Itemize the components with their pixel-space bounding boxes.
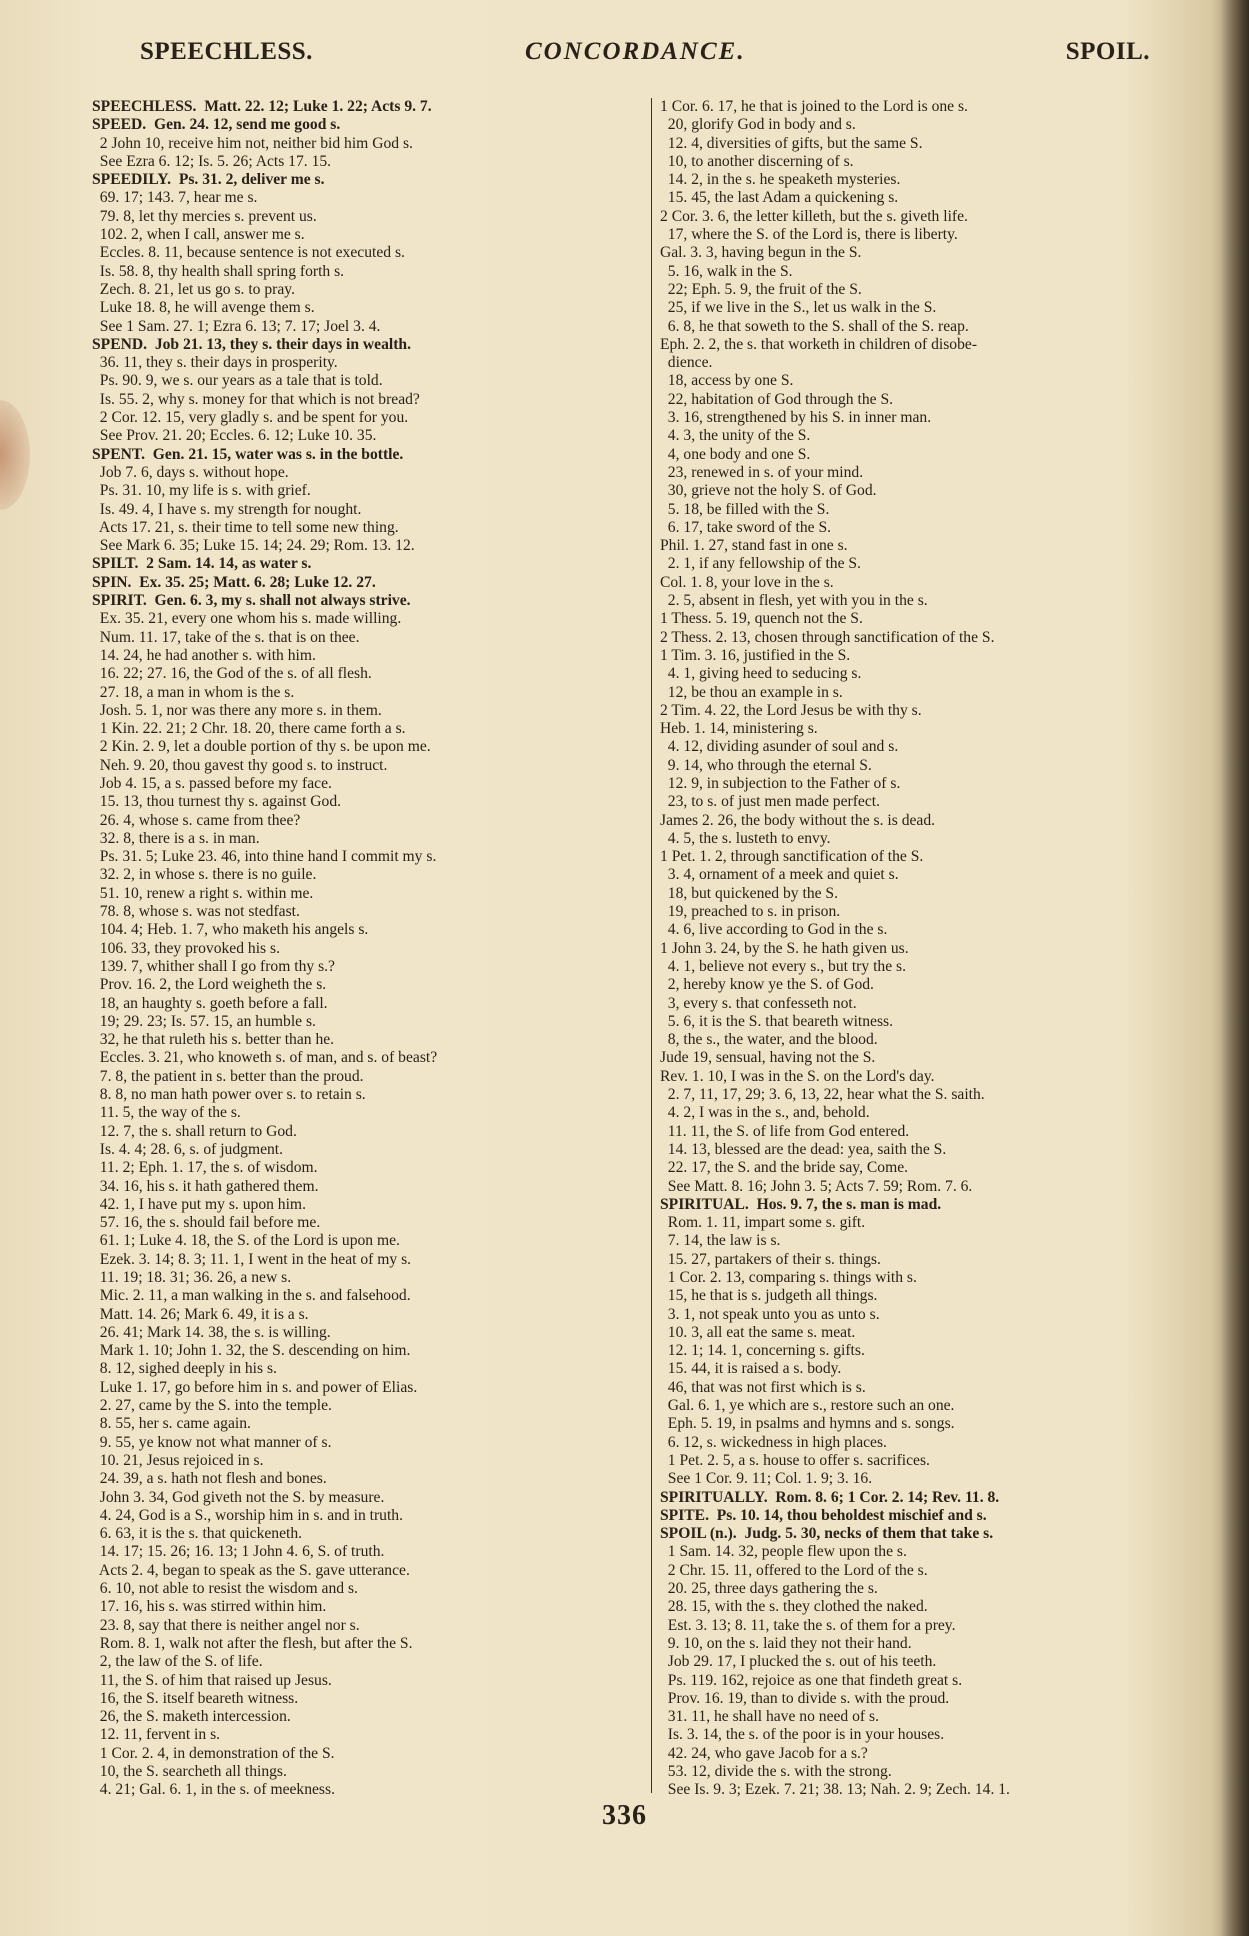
concordance-line: 42. 24, who gave Jacob for a s.? — [660, 1744, 868, 1762]
concordance-line: 4. 2, I was in the s., and, behold. — [660, 1104, 870, 1122]
concordance-line: 22; Eph. 5. 9, the fruit of the S. — [660, 280, 862, 298]
concordance-line: 2 Kin. 2. 9, let a double portion of thy s. be upon me. — [92, 738, 431, 756]
concordance-line: Eph. 5. 19, in psalms and hymns and s. songs. — [660, 1415, 955, 1433]
concordance-line: 6. 17, take sword of the S. — [660, 518, 832, 536]
concordance-line: See Is. 9. 3; Ezek. 7. 21; 38. 13; Nah. 2. 9; Zech. 14. 1. — [660, 1781, 1010, 1799]
concordance-line: 6. 10, not able to resist the wisdom and s. — [92, 1580, 358, 1598]
concordance-line: 14. 2, in the s. he speaketh mysteries. — [660, 171, 901, 189]
concordance-line: 23. 8, say that there is neither angel nor s. — [92, 1616, 360, 1634]
concordance-line: 6. 63, it is the s. that quickeneth. — [92, 1525, 303, 1543]
left-column — [92, 98, 652, 1800]
concordance-line: 106. 33, they provoked his s. — [92, 939, 280, 957]
concordance-line: 7. 14, the law is s. — [660, 1232, 781, 1250]
concordance-line: 32. 8, there is a s. in man. — [92, 829, 260, 847]
concordance-line: 4, one body and one S. — [660, 445, 811, 463]
concordance-line: 1 Cor. 2. 4, in demonstration of the S. — [92, 1744, 335, 1762]
concordance-line: Mic. 2. 11, a man walking in the s. and falsehood. — [92, 1287, 411, 1305]
concordance-line: 22, habitation of God through the S. — [660, 390, 894, 408]
concordance-line: 31. 11, he shall have no need of s. — [660, 1708, 879, 1726]
concordance-line: 11. 19; 18. 31; 36. 26, a new s. — [92, 1269, 292, 1286]
concordance-line: 8. 55, her s. came again. — [92, 1415, 251, 1433]
concordance-line: 1 Pet. 1. 2, through sanctification of the S. — [660, 848, 924, 866]
concordance-line: Eph. 2. 2, the s. that worketh in children of disobe- — [660, 335, 978, 353]
concordance-line: SPIRITUAL. Hos. 9. 7, the s. man is mad. — [660, 1195, 942, 1213]
concordance-line: 11. 11, the S. of life from God entered. — [660, 1122, 910, 1140]
concordance-line: 104. 4; Heb. 1. 7, who maketh his angels s. — [92, 921, 369, 939]
header-title: CONCORDANCE. — [525, 38, 746, 65]
concordance-line: 24. 39, a s. hath not flesh and bones. — [92, 1470, 327, 1488]
concordance-line: SPIRIT. Gen. 6. 3, my s. shall not always strive. — [92, 592, 411, 610]
concordance-line: Josh. 5. 1, nor was there any more s. in them. — [92, 701, 382, 719]
concordance-line: 5. 6, it is the S. that beareth witness. — [660, 1012, 894, 1030]
concordance-line: 2, the law of the S. of life. — [92, 1653, 263, 1671]
concordance-line: 14. 13, blessed are the dead: yea, saith the S. — [660, 1140, 947, 1158]
concordance-line: 46, that was not first which is s. — [660, 1378, 866, 1396]
concordance-line: 12. 4, diversities of gifts, but the same S. — [660, 134, 923, 152]
concordance-line: Is. 4. 4; 28. 6, s. of judgment. — [92, 1140, 284, 1158]
concordance-line: dience. — [660, 354, 713, 372]
concordance-line: 1 Kin. 22. 21; 2 Chr. 18. 20, there came forth a s. — [92, 720, 406, 738]
concordance-line: Job 4. 15, a s. passed before my face. — [92, 774, 332, 792]
concordance-line: SPIN. Ex. 35. 25; Matt. 6. 28; Luke 12. 27. — [92, 573, 376, 591]
concordance-line: 1 Pet. 2. 5, a s. house to offer s. sacrifices. — [660, 1451, 930, 1469]
concordance-line: 1 Thess. 5. 19, quench not the S. — [660, 610, 863, 628]
concordance-line: 4. 6, live according to God in the s. — [660, 921, 888, 939]
concordance-line: Rev. 1. 10, I was in the S. on the Lord's day. — [660, 1067, 935, 1085]
concordance-line: 139. 7, whither shall I go from thy s.? — [92, 957, 335, 975]
concordance-line: Matt. 14. 26; Mark 6. 49, it is a s. — [92, 1305, 309, 1323]
concordance-line: Ps. 31. 5; Luke 23. 46, into thine hand I commit my s. — [92, 848, 437, 866]
concordance-line: SPIRITUALLY. Rom. 8. 6; 1 Cor. 2. 14; Rev. 11. 8. — [660, 1488, 1000, 1506]
header-right-word: SPOIL. — [1065, 38, 1150, 65]
concordance-line: 7. 8, the patient in s. better than the proud. — [92, 1067, 364, 1085]
concordance-line: 27. 18, a man in whom is the s. — [92, 683, 295, 701]
concordance-line: 79. 8, let thy mercies s. prevent us. — [92, 207, 317, 225]
concordance-line: 20. 25, three days gathering the s. — [660, 1580, 878, 1598]
concordance-line: 10. 3, all eat the same s. meat. — [660, 1323, 856, 1341]
concordance-line: 3, every s. that confesseth not. — [660, 994, 857, 1012]
concordance-line: Luke 18. 8, he will avenge them s. — [92, 299, 315, 317]
concordance-line: 19, preached to s. in prison. — [660, 903, 841, 921]
concordance-line: 9. 55, ye know not what manner of s. — [92, 1433, 332, 1451]
concordance-line: 36. 11, they s. their days in prosperity. — [92, 354, 338, 372]
concordance-line: 25, if we live in the S., let us walk in the S. — [660, 299, 937, 317]
concordance-line: 1 John 3. 24, by the S. he hath given us. — [660, 939, 909, 957]
concordance-line: See Prov. 21. 20; Eccles. 6. 12; Luke 10. 35. — [92, 427, 377, 445]
concordance-line: 12. 1; 14. 1, concerning s. gifts. — [660, 1342, 865, 1360]
concordance-line: Neh. 9. 20, thou gavest thy good s. to instruct. — [92, 756, 388, 774]
concordance-line: 2. 5, absent in flesh, yet with you in the s. — [660, 592, 928, 610]
concordance-line: 26. 41; Mark 14. 38, the s. is willing. — [92, 1323, 331, 1341]
concordance-line: SPENT. Gen. 21. 15, water was s. in the bottle. — [92, 445, 404, 463]
concordance-line: Mark 1. 10; John 1. 32, the S. descending on him. — [92, 1342, 411, 1360]
concordance-line: SPILT. 2 Sam. 14. 14, as water s. — [92, 555, 312, 573]
concordance-line: 1 Cor. 2. 13, comparing s. things with s. — [660, 1269, 917, 1286]
concordance-line: 20, glorify God in body and s. — [660, 116, 856, 134]
concordance-line: 6. 12, s. wickedness in high places. — [660, 1433, 887, 1451]
page-number: 336 — [602, 1800, 647, 1831]
concordance-line: 18, access by one S. — [660, 372, 794, 390]
concordance-line: See Ezra 6. 12; Is. 5. 26; Acts 17. 15. — [92, 152, 332, 170]
concordance-line: Num. 11. 17, take of the s. that is on thee. — [92, 628, 360, 646]
concordance-line: See 1 Sam. 27. 1; Ezra 6. 13; 7. 17; Joel 3. 4. — [92, 317, 381, 335]
concordance-line: Prov. 16. 19, than to divide s. with the proud. — [660, 1689, 950, 1707]
concordance-line: Gal. 3. 3, having begun in the S. — [660, 244, 862, 262]
concordance-line: 15. 44, it is raised a s. body. — [660, 1360, 842, 1378]
concordance-line: 9. 10, on the s. laid they not their hand. — [660, 1634, 912, 1652]
concordance-line: 30, grieve not the holy S. of God. — [660, 482, 877, 500]
concordance-line: 2 Cor. 12. 15, very gladly s. and be spent for you. — [92, 409, 409, 427]
concordance-line: Col. 1. 8, your love in the s. — [660, 573, 834, 591]
concordance-line: Is. 58. 8, thy health shall spring forth s. — [92, 262, 345, 280]
concordance-line: 4. 24, God is a S., worship him in s. and in truth. — [92, 1506, 404, 1524]
concordance-line: 4. 12, dividing asunder of soul and s. — [660, 738, 899, 756]
concordance-line: SPEECHLESS. Matt. 22. 12; Luke 1. 22; Acts 9. 7. — [92, 98, 432, 115]
concordance-line: 32, he that ruleth his s. better than he. — [92, 1031, 335, 1049]
concordance-line: 10, to another discerning of s. — [660, 152, 854, 170]
concordance-line: 23, to s. of just men made perfect. — [660, 793, 880, 811]
concordance-line: 51. 10, renew a right s. within me. — [92, 884, 314, 902]
concordance-line: 102. 2, when I call, answer me s. — [92, 226, 305, 244]
concordance-line: See Mark 6. 35; Luke 15. 14; 24. 29; Rom. 13. 12. — [92, 537, 415, 555]
concordance-line: 10, the S. searcheth all things. — [92, 1763, 287, 1781]
concordance-line: Ps. 119. 162, rejoice as one that findeth great s. — [660, 1671, 963, 1689]
concordance-line: 28. 15, with the s. they clothed the naked. — [660, 1598, 928, 1616]
concordance-line: Is. 3. 14, the s. of the poor is in your houses. — [660, 1726, 945, 1744]
concordance-line: Jude 19, sensual, having not the S. — [660, 1049, 876, 1067]
concordance-line: 2, hereby know ye the S. of God. — [660, 976, 874, 994]
concordance-line: 32. 2, in whose s. there is no guile. — [92, 866, 317, 884]
concordance-line: Job 7. 6, days s. without hope. — [92, 463, 289, 481]
concordance-line: 5. 16, walk in the S. — [660, 262, 793, 280]
concordance-line: Is. 55. 2, why s. money for that which is not bread? — [92, 390, 420, 408]
concordance-line: 23, renewed in s. of your mind. — [660, 463, 864, 481]
concordance-line: 4. 1, believe not every s., but try the s. — [660, 957, 906, 975]
concordance-line: 9. 14, who through the eternal S. — [660, 756, 872, 774]
concordance-line: Ps. 90. 9, we s. our years as a tale that is told. — [92, 372, 383, 390]
concordance-line: 2 Tim. 4. 22, the Lord Jesus be with thy s. — [660, 701, 922, 719]
concordance-line: Acts 17. 21, s. their time to tell some new thing. — [92, 518, 399, 536]
concordance-line: 34. 16, his s. it hath gathered them. — [92, 1177, 319, 1195]
concordance-line: 4. 1, giving heed to seducing s. — [660, 665, 862, 683]
concordance-line: 42. 1, I have put my s. upon him. — [92, 1195, 306, 1213]
concordance-line: 12. 7, the s. shall return to God. — [92, 1122, 297, 1140]
concordance-line: SPEND. Job 21. 13, they s. their days in wealth. — [92, 335, 411, 353]
concordance-line: 5. 18, be filled with the S. — [660, 500, 830, 518]
concordance-line: 1 Sam. 14. 32, people flew upon the s. — [660, 1543, 907, 1561]
concordance-line: 57. 16, the s. should fail before me. — [92, 1214, 321, 1232]
concordance-line: Eccles. 3. 21, who knoweth s. of man, and s. of beast? — [92, 1049, 438, 1067]
concordance-line: 6. 8, he that soweth to the S. shall of the S. reap. — [660, 317, 969, 335]
concordance-line: 2. 7, 11, 17, 29; 3. 6, 13, 22, hear what the S. saith. — [660, 1086, 985, 1104]
concordance-line: See 1 Cor. 9. 11; Col. 1. 9; 3. 16. — [660, 1470, 873, 1488]
right-column — [660, 98, 1220, 1800]
concordance-line: 61. 1; Luke 4. 18, the S. of the Lord is upon me. — [92, 1232, 400, 1250]
concordance-line: John 3. 34, God giveth not the S. by measure. — [92, 1488, 385, 1506]
running-header — [140, 38, 1150, 78]
concordance-line: Phil. 1. 27, stand fast in one s. — [660, 537, 848, 555]
concordance-line: Gal. 6. 1, ye which are s., restore such an one. — [660, 1397, 955, 1415]
concordance-line: 22. 17, the S. and the bride say, Come. — [660, 1159, 909, 1177]
concordance-line: 19; 29. 23; Is. 57. 15, an humble s. — [92, 1012, 316, 1030]
concordance-line: 14. 24, he had another s. with him. — [92, 646, 316, 664]
concordance-line: 8. 12, sighed deeply in his s. — [92, 1360, 277, 1378]
concordance-line: 11. 5, the way of the s. — [92, 1104, 241, 1122]
concordance-line: 18, an haughty s. goeth before a fall. — [92, 994, 328, 1012]
concordance-line: Acts 2. 4, began to speak as the S. gave utterance. — [92, 1561, 410, 1579]
concordance-line: Luke 1. 17, go before him in s. and power of Elias. — [92, 1378, 418, 1396]
concordance-line: SPEED. Gen. 24. 12, send me good s. — [92, 116, 341, 134]
header-left-word: SPEECHLESS. — [140, 38, 313, 65]
concordance-line: 4. 3, the unity of the S. — [660, 427, 811, 445]
concordance-line: 8, the s., the water, and the blood. — [660, 1031, 878, 1049]
concordance-line: 2. 27, came by the S. into the temple. — [92, 1397, 332, 1415]
concordance-line: 3. 4, ornament of a meek and quiet s. — [660, 866, 899, 884]
concordance-line: 11. 2; Eph. 1. 17, the s. of wisdom. — [92, 1159, 318, 1177]
concordance-line: 8. 8, no man hath power over s. to retain s. — [92, 1086, 366, 1104]
concordance-line: 11, the S. of him that raised up Jesus. — [92, 1671, 332, 1689]
concordance-line: 15. 45, the last Adam a quickening s. — [660, 189, 899, 207]
concordance-line: Prov. 16. 2, the Lord weigheth the s. — [92, 976, 327, 994]
concordance-line: 3. 16, strengthened by his S. in inner man. — [660, 409, 932, 427]
concordance-line: 17, where the S. of the Lord is, there is liberty. — [660, 226, 958, 244]
page-stain — [0, 400, 30, 510]
concordance-line: 1 Tim. 3. 16, justified in the S. — [660, 646, 851, 664]
concordance-line: Heb. 1. 14, ministering s. — [660, 720, 818, 738]
concordance-line: 4. 5, the s. lusteth to envy. — [660, 829, 831, 847]
concordance-line: Eccles. 8. 11, because sentence is not executed s. — [92, 244, 405, 262]
concordance-line: SPEEDILY. Ps. 31. 2, deliver me s. — [92, 171, 325, 189]
concordance-line: 26, the S. maketh intercession. — [92, 1708, 291, 1726]
page-edge-shadow — [1221, 0, 1249, 1936]
concordance-line: 69. 17; 143. 7, hear me s. — [92, 189, 258, 207]
concordance-line: SPITE. Ps. 10. 14, thou beholdest mischief and s. — [660, 1506, 987, 1524]
concordance-line: 16. 22; 27. 16, the God of the s. of all flesh. — [92, 665, 372, 683]
concordance-line: 14. 17; 15. 26; 16. 13; 1 John 4. 6, S. of truth. — [92, 1543, 385, 1561]
concordance-line: Is. 49. 4, I have s. my strength for nought. — [92, 500, 362, 518]
concordance-line: Ezek. 3. 14; 8. 3; 11. 1, I went in the heat of my s. — [92, 1250, 412, 1268]
concordance-line: 2 Chr. 15. 11, offered to the Lord of the s. — [660, 1561, 928, 1579]
concordance-line: SPOIL (n.). Judg. 5. 30, necks of them that take s. — [660, 1525, 994, 1543]
concordance-line: 2 Cor. 3. 6, the letter killeth, but the s. giveth life. — [660, 207, 968, 225]
concordance-line: 1 Cor. 6. 17, he that is joined to the Lord is one s. — [660, 98, 968, 115]
concordance-line: 2. 1, if any fellowship of the S. — [660, 555, 861, 573]
concordance-line: 4. 21; Gal. 6. 1, in the s. of meekness. — [92, 1781, 335, 1799]
concordance-line: 3. 1, not speak unto you as unto s. — [660, 1305, 880, 1323]
concordance-line: 2 John 10, receive him not, neither bid him God s. — [92, 134, 413, 152]
concordance-line: 15. 27, partakers of their s. things. — [660, 1250, 881, 1268]
concordance-line: See Matt. 8. 16; John 3. 5; Acts 7. 59; Rom. 7. 6. — [660, 1177, 973, 1195]
concordance-line: 17. 16, his s. was stirred within him. — [92, 1598, 327, 1616]
concordance-line: 16, the S. itself beareth witness. — [92, 1689, 299, 1707]
concordance-line: Zech. 8. 21, let us go s. to pray. — [92, 280, 295, 298]
concordance-line: 12, be thou an example in s. — [660, 683, 843, 701]
concordance-line: Job 29. 17, I plucked the s. out of his teeth. — [660, 1653, 937, 1671]
concordance-line: 15, he that is s. judgeth all things. — [660, 1287, 878, 1305]
concordance-line: 12. 9, in subjection to the Father of s. — [660, 774, 901, 792]
concordance-line: Est. 3. 13; 8. 11, take the s. of them for a prey. — [660, 1616, 956, 1634]
concordance-line: Rom. 8. 1, walk not after the flesh, but after the S. — [92, 1634, 413, 1652]
concordance-line: Ps. 31. 10, my life is s. with grief. — [92, 482, 311, 500]
concordance-line: 78. 8, whose s. was not stedfast. — [92, 903, 300, 921]
concordance-line: 53. 12, divide the s. with the strong. — [660, 1763, 892, 1781]
concordance-line: 18, but quickened by the S. — [660, 884, 839, 902]
concordance-line: 15. 13, thou turnest thy s. against God. — [92, 793, 342, 811]
concordance-line: 12. 11, fervent in s. — [92, 1726, 221, 1744]
concordance-line: 10. 21, Jesus rejoiced in s. — [92, 1451, 264, 1469]
concordance-line: Rom. 1. 11, impart some s. gift. — [660, 1214, 866, 1232]
concordance-line: 2 Thess. 2. 13, chosen through sanctification of the S. — [660, 628, 995, 646]
concordance-line: Ex. 35. 21, every one whom his s. made willing. — [92, 610, 402, 628]
concordance-line: James 2. 26, the body without the s. is dead. — [660, 811, 936, 829]
column-divider — [651, 98, 652, 1793]
concordance-line: 26. 4, whose s. came from thee? — [92, 811, 301, 829]
